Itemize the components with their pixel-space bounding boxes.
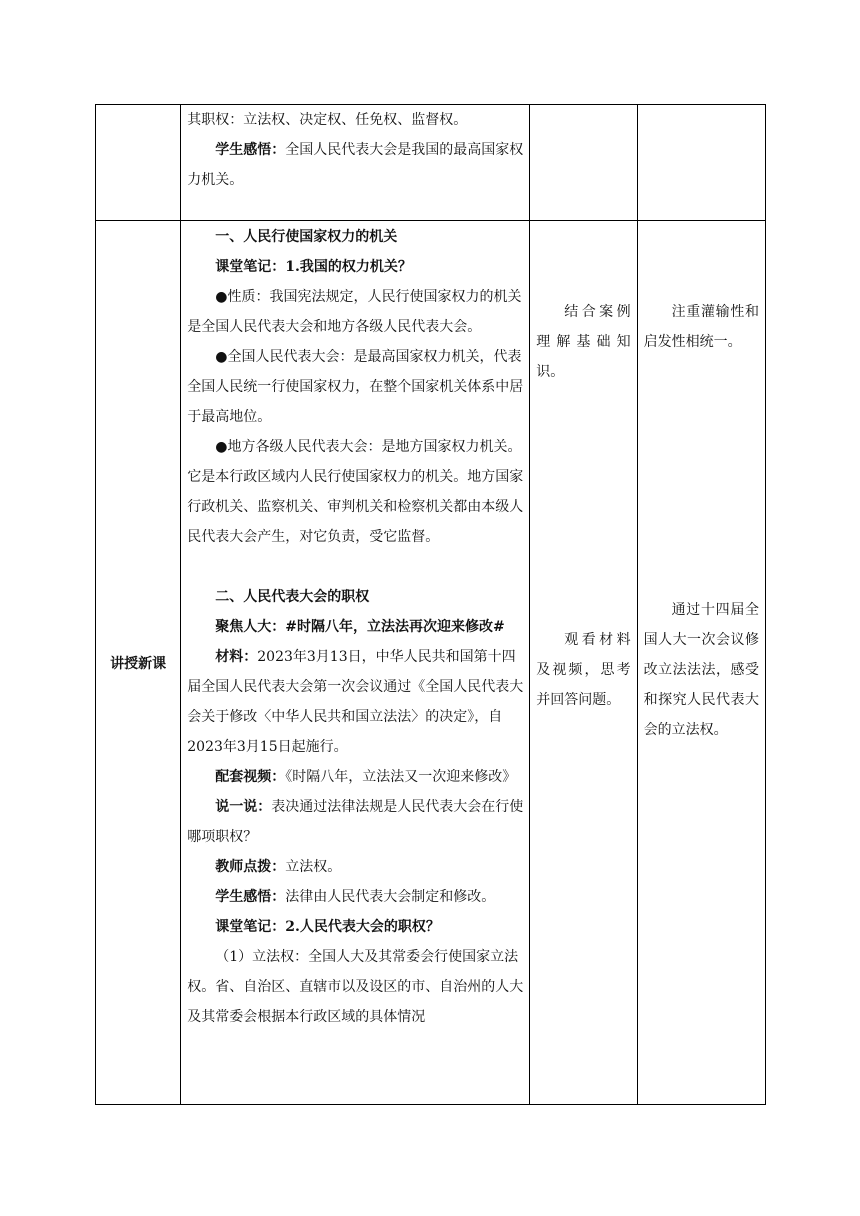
text: 《时隔八年，立法法又一次迎来修改》: [285, 769, 517, 785]
table-row: [96, 221, 766, 1105]
activity-cell: [530, 105, 637, 221]
say-one: [187, 792, 523, 852]
lesson-plan-table: [95, 104, 766, 1105]
section-cell: [96, 221, 181, 1105]
text: 2.人民代表大会的职权？: [285, 919, 440, 935]
student-sense: [187, 882, 523, 912]
teacher-hint: [187, 852, 523, 882]
label: 教师点拨：: [215, 859, 286, 875]
class-note: [187, 912, 523, 942]
intent-text: 通过十四届全国人大一次会议修改立法法法，感受和探究人民代表大会的立法权。: [643, 602, 759, 738]
text: 法律由人民代表大会制定和修改。: [285, 889, 496, 905]
content-cell: [181, 221, 530, 1105]
heading: 一、人民行使国家权力的机关: [215, 229, 398, 245]
paragraph: （1）立法权：全国人大及其常委会行使国家立法权。省、自治区、直辖市以及设区的市、自治州的人大及其常委会根据本行政区域的具体情况: [187, 949, 524, 1025]
focus-line: 聚焦人大：#时隔八年，立法法再次迎来修改#: [215, 619, 505, 635]
student-sense: [187, 135, 523, 195]
class-note: [187, 252, 523, 282]
paragraph: ●地方各级人民代表大会：是地方国家权力机关。它是本行政区域内人民行使国家权力的机关。地方国家行政机关、监察机关、审判机关和检察机关都由本级人民代表大会产生，对它负责，受它监督。: [187, 439, 524, 545]
video: [187, 762, 523, 792]
intent-text: 注重灌输性和启发性相统一。: [643, 304, 759, 350]
text: 2023年3月13日，中华人民共和国第十四届全国人民代表大会第一次会议通过《全国人民代表大会关于修改〈中华人民共和国立法法〉的决定》，自2023年3月15日起施行。: [187, 649, 524, 755]
paragraph: ●全国人民代表大会：是最高国家权力机关，代表全国人民统一行使国家权力，在整个国家机关体系中居于最高地位。: [187, 349, 524, 425]
text: 表决通过法律法规是人民代表大会在行使哪项职权？: [187, 799, 524, 845]
activity-text: 观看材料及视频，思考并回答问题。: [536, 632, 631, 708]
label: 说一说：: [215, 799, 272, 815]
text: 立法权。: [285, 859, 342, 875]
label: 配套视频：: [215, 769, 286, 785]
activity-cell: [530, 221, 637, 1105]
paragraph: ●性质：我国宪法规定，人民行使国家权力的机关是全国人民代表大会和地方各级人民代表大会。: [187, 289, 522, 335]
heading: 二、人民代表大会的职权: [215, 589, 370, 605]
text: 1.我国的权力机关？: [285, 259, 412, 275]
material: [187, 642, 523, 762]
section-label: 讲授新课: [110, 655, 167, 672]
label: 课堂笔记：: [215, 919, 286, 935]
intent-cell: [637, 221, 765, 1105]
table-row: [96, 105, 766, 221]
text-line: 其职权：立法权、决定权、任免权、监督权。: [187, 112, 468, 128]
intent-cell: [637, 105, 765, 221]
section-cell: [96, 105, 181, 221]
text: 全国人民代表大会是我国的最高国家权力机关。: [187, 142, 524, 188]
label: 学生感悟：: [215, 889, 286, 905]
content-cell: [181, 105, 530, 221]
label: 课堂笔记：: [215, 259, 286, 275]
label: 学生感悟：: [215, 142, 286, 158]
activity-text: 结合案例理解基础知识。: [536, 304, 631, 380]
label: 材料：: [215, 649, 258, 665]
